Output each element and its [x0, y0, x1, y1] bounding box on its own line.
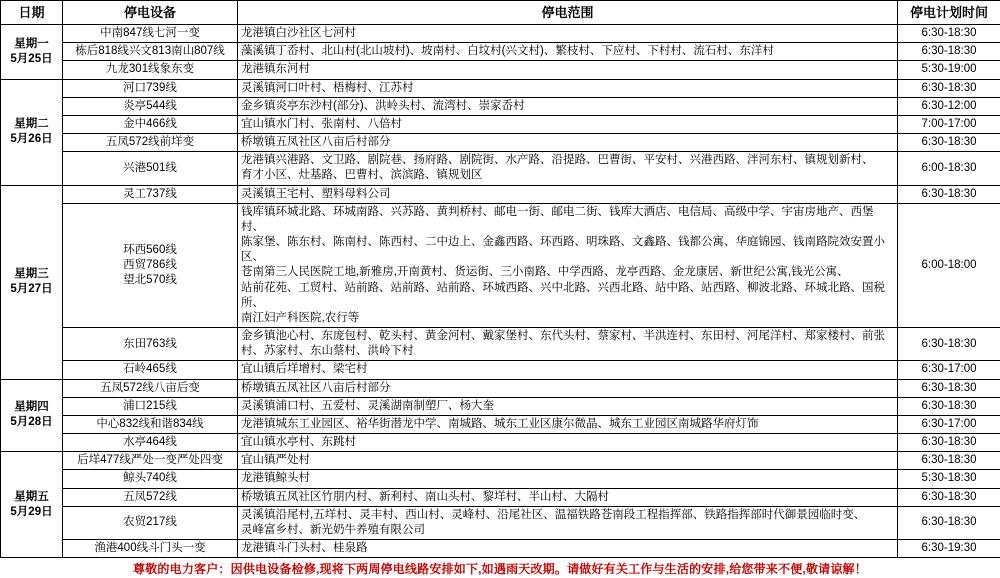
equipment-cell [63, 328, 238, 361]
equipment-line: 望北570线 [66, 273, 234, 288]
equipment-cell [63, 43, 238, 61]
date-cell [1, 185, 63, 379]
column-header-scope: 停电范围 [238, 1, 898, 25]
equipment-line: 灵工737线 [66, 187, 234, 202]
time-cell: 6:00-18:00 [898, 203, 1000, 327]
equipment-line: 五凤572线 [66, 490, 234, 505]
equipment-cell [63, 185, 238, 203]
scope-line: 桥墩镇五凤社区八亩后村部分 [241, 381, 894, 396]
table-row [1, 43, 1000, 61]
table-row [1, 61, 1000, 79]
table-row [1, 434, 1000, 452]
scope-cell [238, 506, 898, 539]
column-header-equipment: 停电设备 [63, 1, 238, 25]
footer-note: 尊敬的电力客户：因供电设备检修,现将下两周停电线路安排如下,如遇雨天改期。请做好有关工作与生活的安排,给您带来不便,敬请谅解！ [0, 561, 1000, 578]
scope-line: 宜山镇水门村、张南村、八倍村 [241, 117, 894, 132]
date-label: 5月25日 [4, 52, 59, 67]
equipment-cell [63, 115, 238, 133]
equipment-line: 五凤572线八亩后变 [66, 381, 234, 396]
equipment-line: 金中466线 [66, 117, 234, 132]
equipment-line: 五凤572线前垟变 [66, 135, 234, 150]
date-label: 5月28日 [4, 415, 59, 430]
time-cell: 6:30-12:00 [898, 97, 1000, 115]
equipment-cell [63, 152, 238, 185]
scope-line: 藻溪镇丁岙村、北山村(北山坡村)、坡南村、白坟村(兴文村)、繁枝村、下应村、下村村、流石村、东洋村 [241, 44, 894, 59]
equipment-line: 石岭465线 [66, 362, 234, 377]
scope-line: 灵溪镇浦口村、五爱村、灵溪湖南制塑厂、杨大奎 [241, 399, 894, 414]
table-row [1, 506, 1000, 539]
equipment-line: 东田763线 [66, 337, 234, 352]
equipment-line: 农贸217线 [66, 515, 234, 530]
equipment-cell [63, 506, 238, 539]
equipment-cell [63, 434, 238, 452]
table-row [1, 470, 1000, 488]
scope-line: 灵溪镇河口叶村、梧梅村、江苏村 [241, 81, 894, 96]
equipment-line: 河口739线 [66, 81, 234, 96]
weekday-label: 星期一 [4, 37, 59, 52]
scope-cell [238, 488, 898, 506]
scope-line: 灵峰富乡村、新光奶牛养殖有限公司 [241, 523, 894, 538]
table-row [1, 379, 1000, 397]
equipment-cell [63, 397, 238, 415]
table-row [1, 488, 1000, 506]
table-row [1, 115, 1000, 133]
time-cell: 5:30-19:00 [898, 61, 1000, 79]
scope-line: 龙港镇东河村 [241, 62, 894, 77]
equipment-line: 栋后818线兴文813南山807线 [66, 44, 234, 59]
equipment-line: 渔港400线斗门头一变 [66, 541, 234, 556]
scope-cell [238, 470, 898, 488]
column-header-time: 停电计划时间 [898, 1, 1000, 25]
equipment-cell [63, 540, 238, 558]
scope-line: 金乡镇池心村、东庞包村、乾头村、黄金河村、戴家堡村、东代头村、蔡家村、半洪连村、东田村、河尾洋村、郑家楼村、前张村、苏家村、东山蔡村、洪岭下村 [241, 329, 894, 359]
scope-line: 陈家堡、陈东村、陈南村、陈西村、二中边上、金鑫西路、环西路、明珠路、文鑫路、钱都公寓、华庭锦园、钱南路院效安置小区、 [241, 235, 894, 265]
scope-cell [238, 25, 898, 43]
equipment-line: 环西560线 [66, 243, 234, 258]
table-row [1, 25, 1000, 43]
scope-line: 桥墩镇五凤社区竹朋内村、新利村、南山头村、黎垟村、半山村、大隔村 [241, 490, 894, 505]
scope-cell [238, 397, 898, 415]
table-header [1, 1, 1000, 25]
scope-cell [238, 361, 898, 379]
scope-line: 宜山镇后垟增村、梁宅村 [241, 362, 894, 377]
scope-line: 南江妇产科医院,农行等 [241, 311, 894, 326]
scope-cell [238, 152, 898, 185]
scope-cell [238, 61, 898, 79]
equipment-line: 浦口215线 [66, 399, 234, 414]
equipment-line: 中南847线七河一变 [66, 26, 234, 41]
equipment-cell [63, 452, 238, 470]
time-cell: 6:30-18:30 [898, 434, 1000, 452]
equipment-cell [63, 470, 238, 488]
scope-line: 灵溪镇王宅村、塑料母料公司 [241, 187, 894, 202]
scope-line: 宜山镇水亭村、东跳村 [241, 435, 894, 450]
date-cell [1, 452, 63, 558]
scope-line: 龙港镇鲸头村 [241, 471, 894, 486]
scope-line: 龙港镇兴港路、文卫路、剧院巷、扬府路、剧院街、水产路、沿提路、巴曹街、平安村、兴港西路、泮河东村、镇规划新村、 [241, 153, 894, 168]
table-row [1, 152, 1000, 185]
time-cell: 6:30-18:30 [898, 452, 1000, 470]
table-row [1, 134, 1000, 152]
scope-cell [238, 452, 898, 470]
time-cell: 6:30-18:30 [898, 43, 1000, 61]
date-label: 5月26日 [4, 132, 59, 147]
equipment-line: 兴港501线 [66, 161, 234, 176]
date-cell [1, 25, 63, 80]
scope-cell [238, 328, 898, 361]
weekday-label: 星期三 [4, 267, 59, 282]
scope-cell [238, 185, 898, 203]
scope-cell [238, 434, 898, 452]
scope-line: 龙港镇斗门头村、桂泉路 [241, 541, 894, 556]
equipment-line: 鲸头740线 [66, 471, 234, 486]
table-row [1, 185, 1000, 203]
time-cell: 6:30-18:30 [898, 79, 1000, 97]
scope-cell [238, 134, 898, 152]
equipment-cell [63, 61, 238, 79]
table-row [1, 540, 1000, 558]
equipment-line: 后垟477线严处一变严处四变 [66, 453, 234, 468]
table-row [1, 361, 1000, 379]
table-row [1, 415, 1000, 433]
scope-line: 站前花苑、工贸村、站前路、站前路、站前路、环城西路、兴中北路、兴西北路、站中路、站西路、柳波北路、环城北路、国税所、 [241, 281, 894, 311]
equipment-cell [63, 379, 238, 397]
equipment-line: 西贸786线 [66, 258, 234, 273]
column-header-date: 日期 [1, 1, 63, 25]
time-cell: 6:30-18:30 [898, 328, 1000, 361]
scope-cell [238, 379, 898, 397]
time-cell: 6:30-17:00 [898, 361, 1000, 379]
equipment-cell [63, 25, 238, 43]
equipment-line: 炎亭544线 [66, 99, 234, 114]
time-cell: 6:30-19:30 [898, 540, 1000, 558]
time-cell: 7:00-17:00 [898, 115, 1000, 133]
time-cell: 6:30-18:30 [898, 134, 1000, 152]
equipment-cell [63, 361, 238, 379]
equipment-cell [63, 134, 238, 152]
table-row [1, 397, 1000, 415]
time-cell: 6:30-18:30 [898, 25, 1000, 43]
scope-cell [238, 43, 898, 61]
scope-cell [238, 415, 898, 433]
scope-line: 钱库镇环城北路、环城南路、兴苏路、黄判桥村、邮电一街、邮电二街、钱库大酒店、电信局、高级中学、宇宙房地产、西堡村、 [241, 205, 894, 235]
table-row [1, 328, 1000, 361]
table-row [1, 79, 1000, 97]
scope-cell [238, 79, 898, 97]
scope-line: 育才小区、灶基路、巴曹村、滨滨路、镇规划区 [241, 168, 894, 183]
equipment-line: 中心832线和谐834线 [66, 417, 234, 432]
scope-cell [238, 203, 898, 327]
equipment-cell [63, 203, 238, 327]
weekday-label: 星期四 [4, 400, 59, 415]
scope-line: 金乡镇炎亭东沙村(部分)、洪岭头村、流湾村、崇家岙村 [241, 99, 894, 114]
time-cell: 6:30-18:30 [898, 506, 1000, 539]
table-row [1, 452, 1000, 470]
scope-cell [238, 97, 898, 115]
date-cell [1, 79, 63, 185]
date-label: 5月29日 [4, 505, 59, 520]
equipment-cell [63, 488, 238, 506]
scope-line: 龙港镇白沙社区七河村 [241, 26, 894, 41]
time-cell: 6:00-18:30 [898, 152, 1000, 185]
time-cell: 6:30-18:30 [898, 379, 1000, 397]
header-row [1, 1, 1000, 25]
equipment-line: 水亭464线 [66, 435, 234, 450]
equipment-cell [63, 79, 238, 97]
time-cell: 6:30-18:30 [898, 488, 1000, 506]
equipment-cell [63, 97, 238, 115]
scope-cell [238, 115, 898, 133]
scope-line: 龙港镇城东工业园区、裕华街潜龙中学、南城路、城东工业区康尔微晶、城东工业园区南城路华府灯饰 [241, 417, 894, 432]
scope-line: 宜山镇严处村 [241, 453, 894, 468]
scope-line: 桥墩镇五凤社区八亩后村部分 [241, 135, 894, 150]
time-cell: 6:30-17:00 [898, 415, 1000, 433]
table-row [1, 97, 1000, 115]
date-label: 5月27日 [4, 282, 59, 297]
table-body [1, 25, 1000, 558]
time-cell: 5:30-18:30 [898, 470, 1000, 488]
time-cell: 6:30-18:30 [898, 397, 1000, 415]
date-cell [1, 379, 63, 452]
equipment-line: 九龙301线象东变 [66, 62, 234, 77]
weekday-label: 星期五 [4, 490, 59, 505]
scope-cell [238, 540, 898, 558]
weekday-label: 星期二 [4, 117, 59, 132]
scope-line: 苍南第三人民医院工地,新雅房,开南黄村、货运街、三小南路、中学西路、龙亭西路、金龙康居、新世纪公寓,钱光公寓、 [241, 265, 894, 280]
table-row [1, 203, 1000, 327]
equipment-cell [63, 415, 238, 433]
time-cell: 6:30-18:30 [898, 185, 1000, 203]
scope-line: 灵溪镇沿尾村,五垟村、灵丰村、西山村、灵峰村、沿尾社区、温福铁路苍南段工程指挥部、铁路指挥部时代御景园临时变、 [241, 508, 894, 523]
